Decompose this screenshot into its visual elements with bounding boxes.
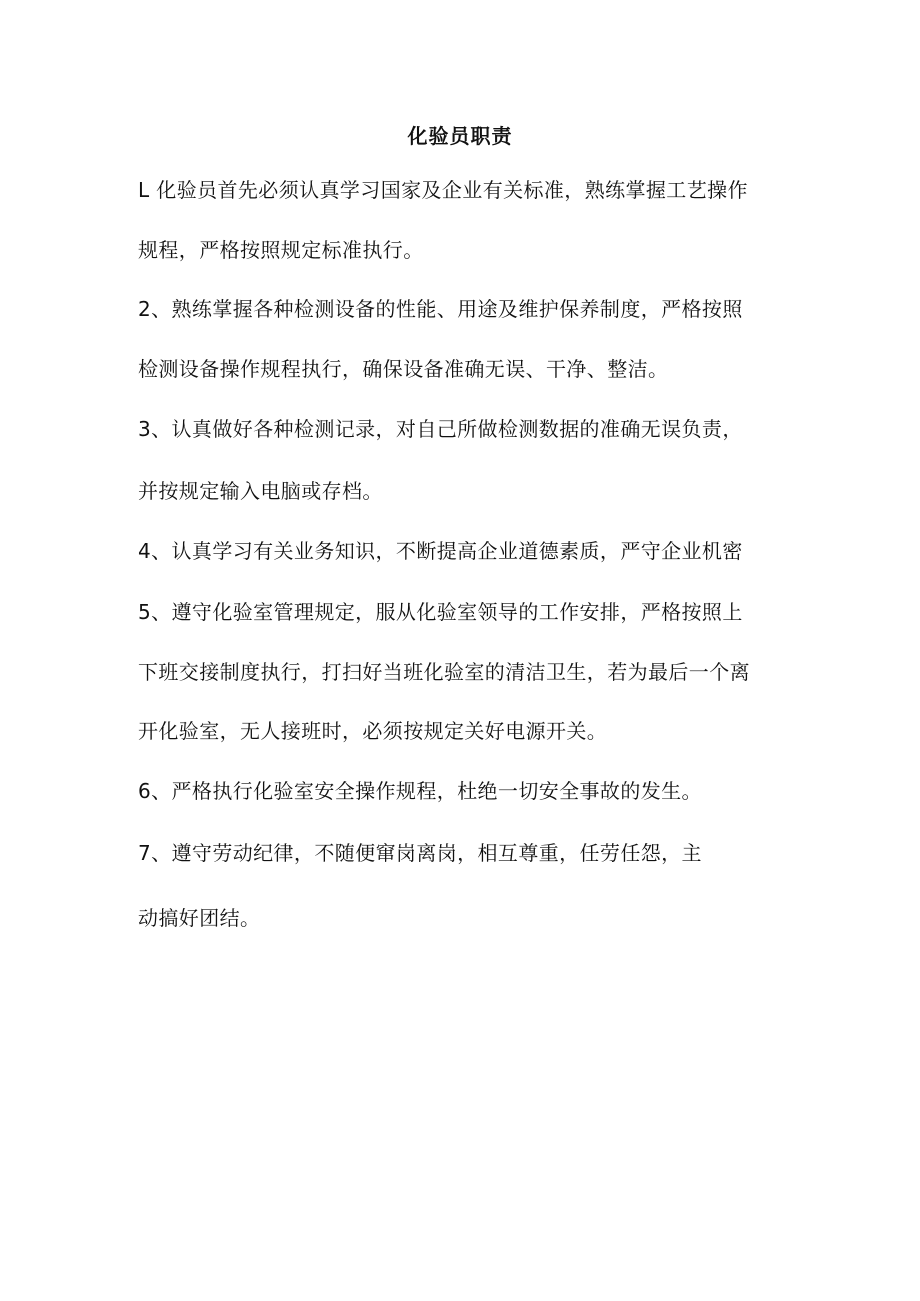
paragraph-line: 开化验室，无人接班时，必须按规定关好电源开关。 [138, 719, 608, 743]
paragraph-line: L 化验员首先必须认真学习国家及企业有关标准，熟练掌握工艺操作 [138, 178, 748, 202]
paragraph-line: 3、认真做好各种检测记录，对自己所做检测数据的准确无误负责， [138, 417, 743, 441]
paragraph-line: 4、认真学习有关业务知识，不断提高企业道德素质，严守企业机密 [138, 539, 743, 563]
document-title: 化验员职责 [407, 124, 513, 148]
paragraph-line: 5、遵守化验室管理规定，服从化验室领导的工作安排，严格按照上 [138, 600, 743, 624]
paragraph-line: 2、熟练掌握各种检测设备的性能、用途及维护保养制度，严格按照 [138, 297, 743, 321]
paragraph-line: 下班交接制度执行，打扫好当班化验室的清洁卫生，若为最后一个离 [138, 660, 750, 684]
paragraph-line: 7、遵守劳动纪律，不随便窜岗离岗，相互尊重，任劳任怨，主 [138, 841, 702, 865]
paragraph-line: 6、严格执行化验室安全操作规程，杜绝一切安全事故的发生。 [138, 779, 702, 803]
paragraph-line: 检测设备操作规程执行，确保设备准确无误、干净、整洁。 [138, 357, 669, 381]
paragraph-line: 动搞好团结。 [138, 906, 261, 930]
paragraph-line: 规程，严格按照规定标准执行。 [138, 238, 424, 262]
paragraph-line: 并按规定输入电脑或存档。 [138, 479, 383, 503]
